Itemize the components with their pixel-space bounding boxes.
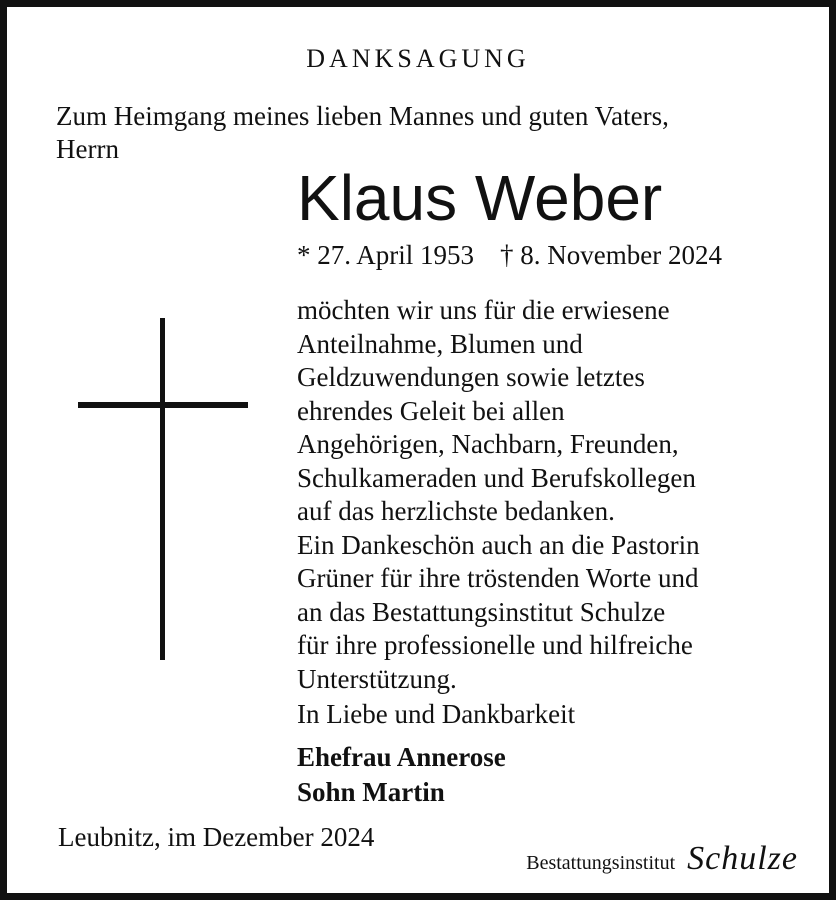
body-line: Anteilnahme, Blumen und [297,328,583,359]
body-line: Angehörigen, Nachbarn, Freunden, [297,429,679,459]
body-line: auf das herzlichste bedanken. [297,496,615,526]
funeral-home [526,840,798,878]
body-line: Grüner für ihre tröstenden Worte und [297,563,699,593]
body-line: für ihre professionelle und hilfreiche [297,630,693,660]
place-date: Leubnitz, im Dezember 2024 [58,822,375,852]
heading: DANKSAGUNG [306,44,530,73]
body-line: an das Bestattungsinstitut Schulze [297,596,666,627]
closing-phrase: In Liebe und Dankbarkeit [297,699,576,729]
body-line: Geldzuwendungen sowie letztes [297,362,645,392]
intro-text [56,100,669,166]
life-dates [297,240,722,271]
birth-date: * 27. April 1953 [297,240,475,270]
intro-line: Zum Heimgang meines lieben Mannes und guten Vaters, [56,101,669,131]
funeral-home-label: Bestattungsinstitut [526,852,676,874]
body-line: Schulkameraden und Berufskollegen [297,462,696,493]
death-date: † 8. November 2024 [500,240,722,270]
body-line: Ein Dankeschön auch an die Pastorin [297,529,700,560]
cross-icon [78,310,248,660]
thank-you-text [297,294,700,696]
deceased-name: Klaus Weber [297,162,663,234]
signatory: Sohn Martin [297,777,445,807]
intro-line: Herrn [56,134,119,164]
body-line: möchten wir uns für die erwiesene [297,295,670,325]
funeral-home-logo: Schulze [687,840,798,877]
obituary-content [14,14,822,886]
body-line: ehrendes Geleit bei allen [297,395,565,426]
body-line: Unterstützung. [297,663,457,694]
signatories [297,740,506,810]
signatory: Ehefrau Annerose [297,742,506,772]
